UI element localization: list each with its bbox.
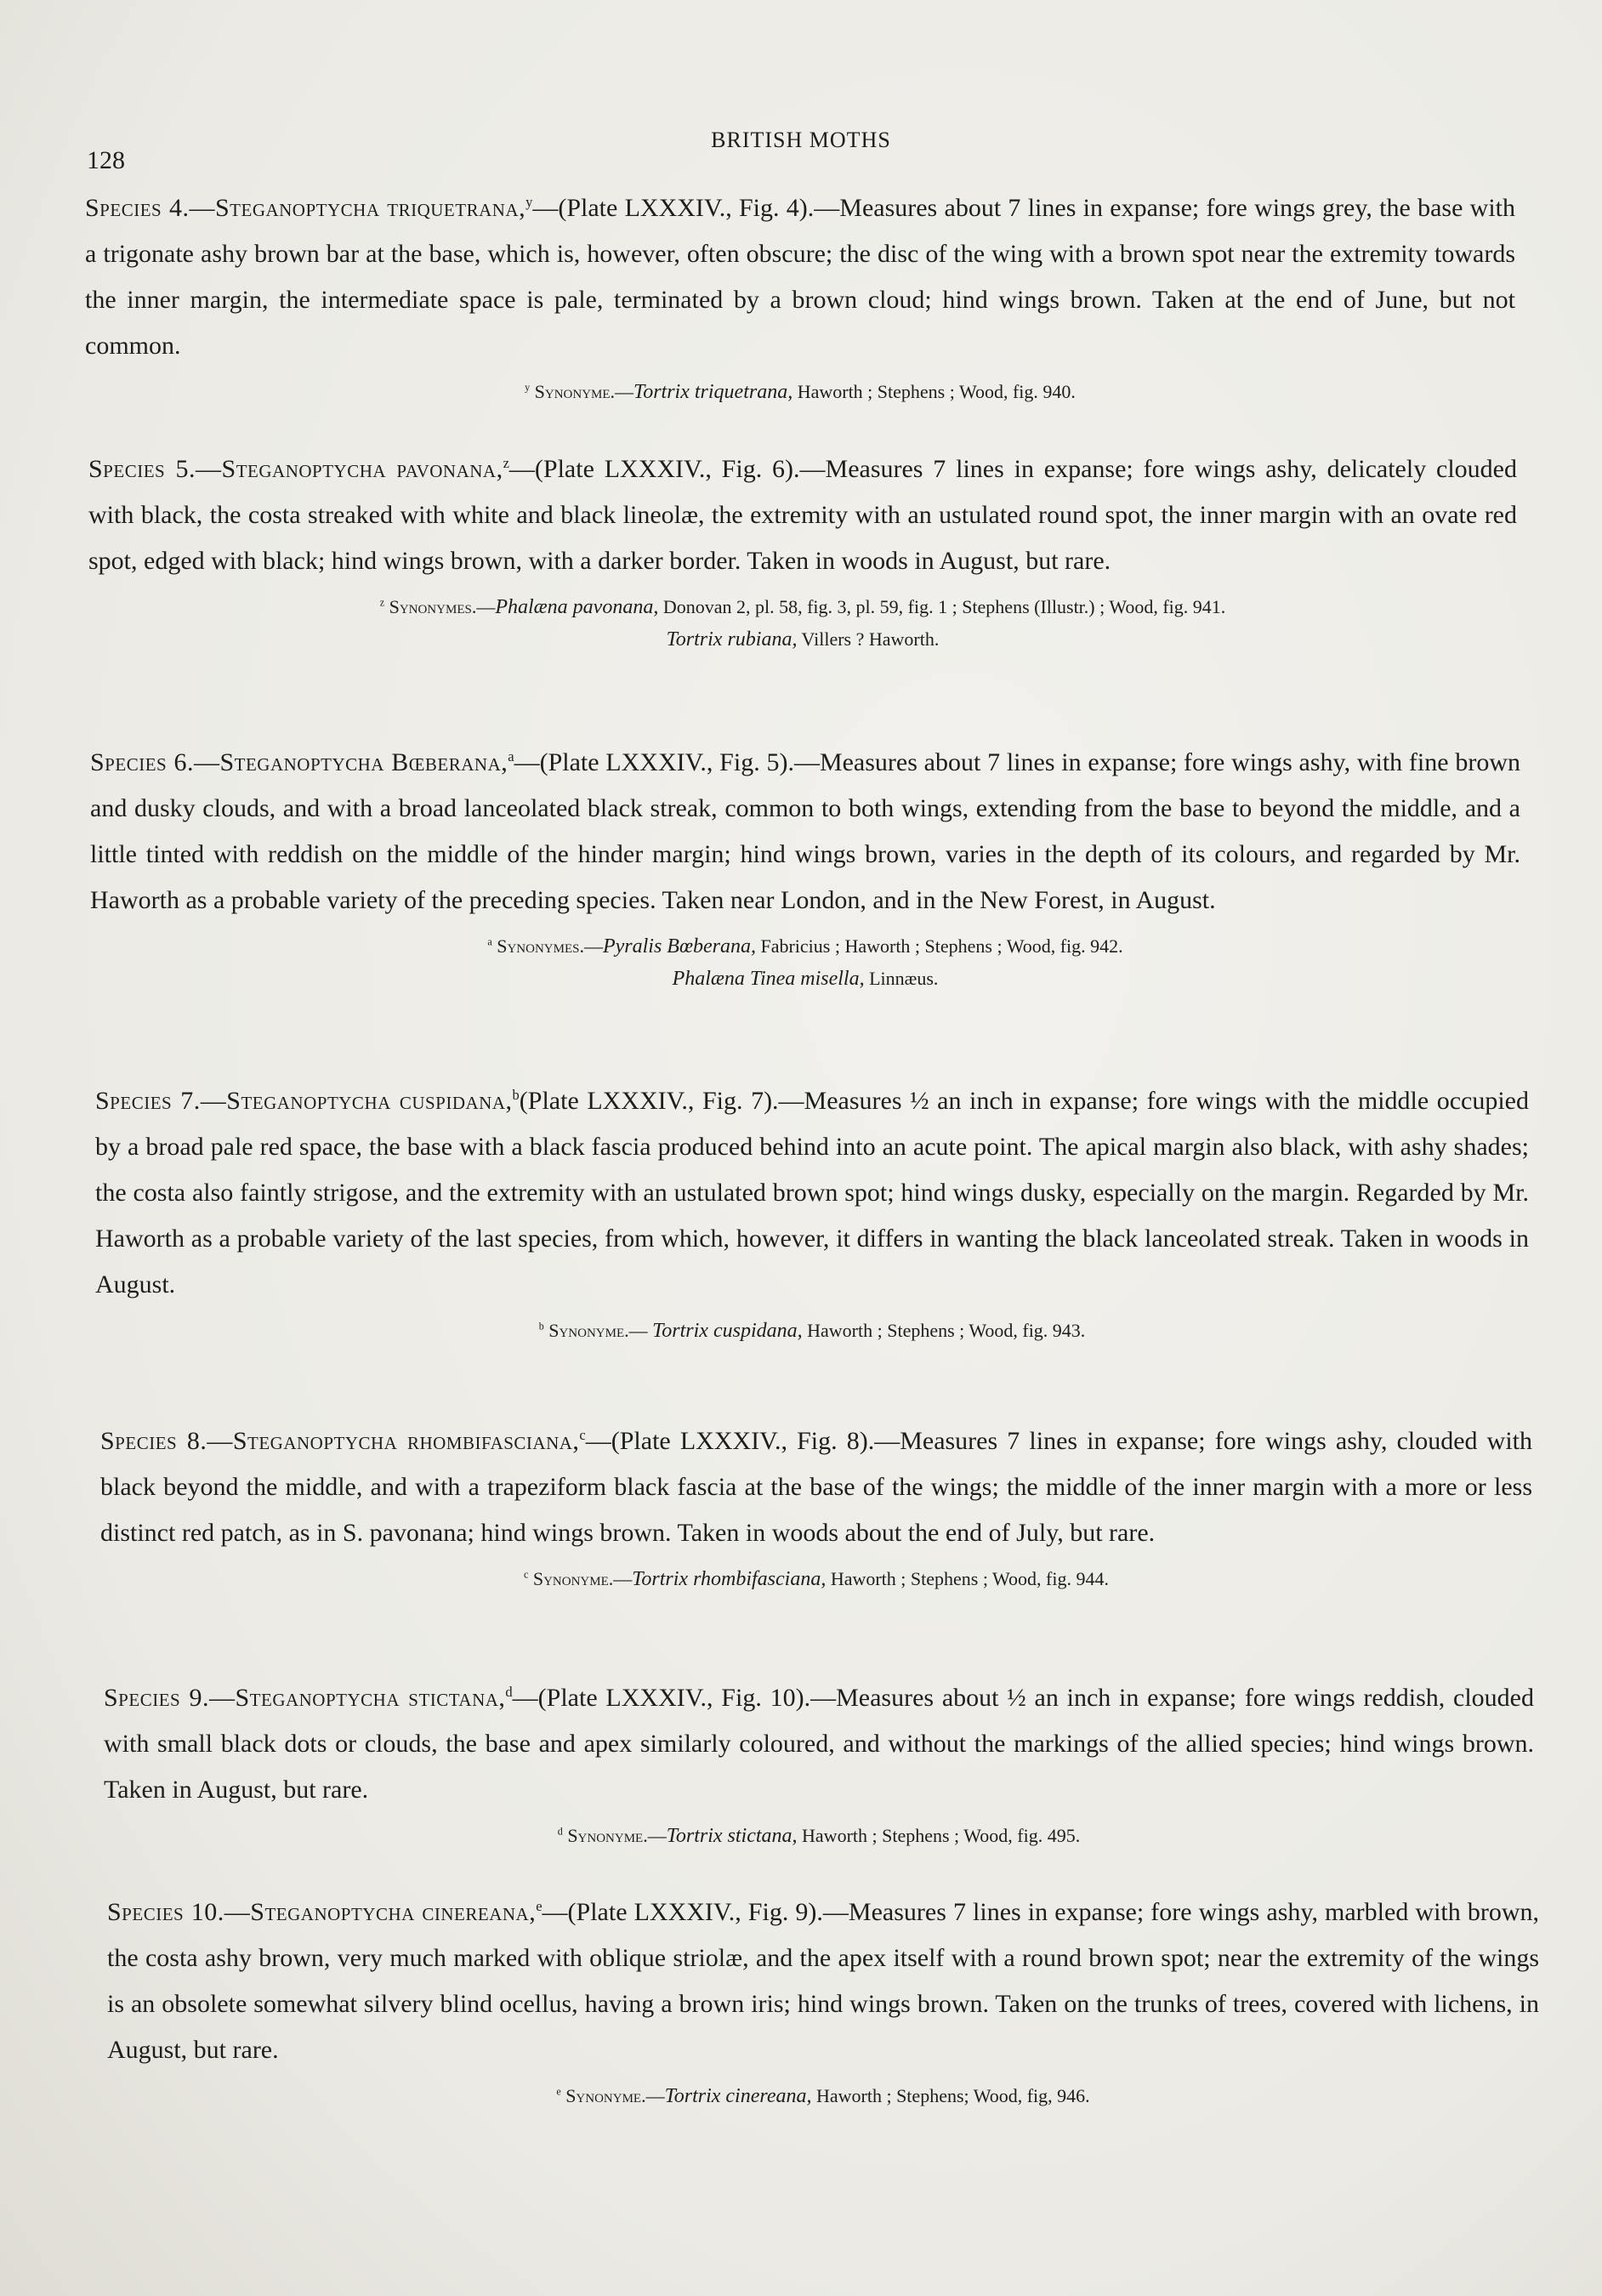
- synonym-footnote: $^e$ Synonyme.—Tortrix cinereana, Haworth ; Stephens; Wood, fig, 946.: [556, 2085, 1090, 2107]
- species-description: [88, 446, 1517, 584]
- species-text: —(Plate LXXXIV., Fig. 9).—Measures 7 lines in expanse; fore wings ashy, marbled with brown, the costa ashy brown, very much marked with oblique striolæ, and the apex itself with a round brown spot; near the extremity of the wings is an obsolete somewhat silvery blind ocellus, having a brown iris; hind wings brown. Taken on the trunks of trees, covered with lichens, in August, but rare.: [107, 1898, 1539, 2064]
- footnote-ref: y: [525, 194, 533, 210]
- footnote-ref: b: [512, 1087, 520, 1103]
- footnote-ref: a: [508, 748, 514, 764]
- synonym-footnote: $^c$ Synonyme.—Tortrix rhombifasciana, Haworth ; Stephens ; Wood, fig. 944.: [523, 1568, 1109, 1590]
- species-name: Species 7.—Steganoptycha cuspidana,: [95, 1087, 513, 1115]
- species-description: [95, 1078, 1529, 1308]
- species-entry: [0, 740, 1602, 995]
- species-name: Species 8.—Steganoptycha rhombifasciana,: [100, 1427, 580, 1455]
- species-text: —(Plate LXXXIV., Fig. 8).—Measures 7 lines in expanse; fore wings ashy, clouded with black beyond the middle, and with a trapeziform black fascia at the base of the wings; the middle of the inner margin with a more or less distinct red patch, as in S. pavonana; hind wings brown. Taken in woods about the end of July, but rare.: [100, 1427, 1532, 1547]
- species-text: —(Plate LXXXIV., Fig. 5).—Measures about 7 lines in expanse; fore wings ashy, with fine brown and dusky clouds, and with a broad lanceolated black streak, common to both wings, extending from the base to beyond the middle, and a little tinted with reddish on the middle of the hinder margin; hind wings brown, varies in the depth of its colours, and regarded by Mr. Haworth as a probable variety of the preceding species. Taken near London, and in the New Forest, in August.: [90, 748, 1520, 914]
- species-entry: [0, 1078, 1602, 1347]
- synonym-footnote: $^y$ Synonyme.—Tortrix triquetrana, Haworth ; Stephens ; Wood, fig. 940.: [525, 381, 1076, 403]
- footnote-ref: d: [505, 1684, 513, 1700]
- species-description: [85, 185, 1515, 369]
- species-entry: [0, 446, 1602, 656]
- species-name: Species 9.—Steganoptycha stictana,: [104, 1684, 506, 1712]
- synonym-footnote: $^d$ Synonyme.—Tortrix stictana, Haworth ; Stephens ; Wood, fig. 495.: [557, 1825, 1081, 1847]
- footnote-ref: e: [536, 1898, 543, 1914]
- synonym-footnote: $^z$ Synonymes.—Phalæna pavonana, Donovan 2, pl. 58, fig. 3, pl. 59, fig. 1 ; Stephens (Illustr.) ; Wood, fig. 941. Tortrix rubiana, Villers ? Haworth.: [379, 596, 1226, 651]
- species-entry: [0, 1890, 1602, 2112]
- species-description: [107, 1890, 1539, 2073]
- synonym-footnote: $^a$ Synonymes.—Pyralis Bœberana, Fabricius ; Haworth ; Stephens ; Wood, fig. 942. Phalæna Tinea misella, Linnæus.: [487, 935, 1123, 990]
- species-description: [100, 1418, 1532, 1556]
- species-description: [104, 1675, 1534, 1813]
- species-entry: [0, 185, 1602, 408]
- page-number: 128: [87, 146, 125, 174]
- species-text: —(Plate LXXXIV., Fig. 4).—Measures about 7 lines in expanse; fore wings grey, the base with a trigonate ashy brown bar at the base, which is, however, often obscure; the disc of the wing with a brown spot near the extremity towards the inner margin, the intermediate space is pale, terminated by a brown cloud; hind wings brown. Taken at the end of June, but not common.: [85, 194, 1516, 360]
- species-description: [90, 740, 1520, 924]
- species-text: —(Plate LXXXIV., Fig. 6).—Measures 7 lines in expanse; fore wings ashy, delicately clouded with black, the costa streaked with white and black lineolæ, the extremity with an ustulated round spot, the inner margin with an ovate red spot, edged with black; hind wings brown, with a darker border. Taken in woods in August, but rare.: [88, 455, 1517, 575]
- species-entry: [0, 1418, 1602, 1595]
- species-text: —(Plate LXXXIV., Fig. 10).—Measures about ½ an inch in expanse; fore wings reddish, clouded with small black dots or clouds, the base and apex similarly coloured, and without the markings of the allied species; hind wings brown. Taken in August, but rare.: [104, 1684, 1534, 1804]
- footnote-ref: z: [503, 455, 509, 471]
- species-name: Species 6.—Steganoptycha Bœberana,: [90, 748, 508, 776]
- species-entry: [0, 1675, 1602, 1852]
- synonym-footnote: $^b$ Synonyme.— Tortrix cuspidana, Haworth ; Stephens ; Wood, fig. 943.: [538, 1320, 1086, 1342]
- species-name: Species 10.—Steganoptycha cinereana,: [107, 1898, 537, 1926]
- running-title: BRITISH MOTHS: [711, 128, 891, 152]
- footnote-ref: c: [579, 1427, 586, 1443]
- species-name: Species 5.—Steganoptycha pavonana,: [88, 455, 503, 483]
- species-text: (Plate LXXXIV., Fig. 7).—Measures ½ an inch in expanse; fore wings with the middle occupied by a broad pale red space, the base with a black fascia produced behind into an acute point. The apical margin also black, with ashy shades; the costa also faintly strigose, and the extremity with an ustulated brown spot; hind wings dusky, especially on the margin. Regarded by Mr. Haworth as a probable variety of the last species, from which, however, it differs in wanting the black lanceolated streak. Taken in woods in August.: [95, 1087, 1529, 1299]
- species-name: Species 4.—Steganoptycha triquetrana,: [85, 194, 526, 222]
